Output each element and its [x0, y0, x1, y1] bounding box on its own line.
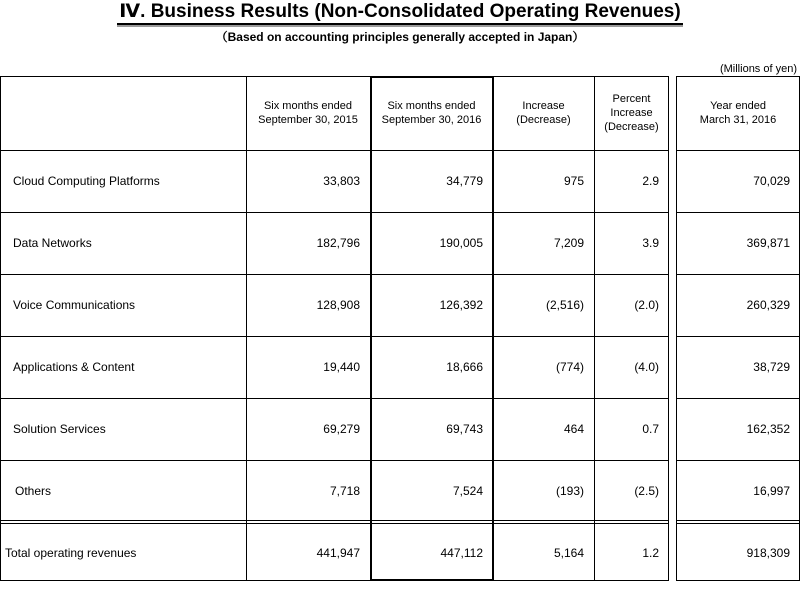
operating-revenues-table: [0, 76, 800, 581]
header-h2-line: Six months ended: [387, 100, 476, 112]
row-value-c1: 441,947: [316, 545, 360, 560]
row-label: Cloud Computing Platforms: [13, 174, 160, 188]
page-title-text: Ⅳ. Business Results (Non-Consolidated Operating Revenues): [117, 1, 682, 25]
header-h1: [246, 76, 370, 150]
row-value-c4: 0.7: [642, 422, 659, 436]
page-subtitle: （Based on accounting principles generally accepted in Japan）: [215, 30, 585, 44]
header-h5-line: Year ended: [710, 100, 766, 112]
header-h3-line: (Decrease): [516, 114, 571, 126]
header-h4: [594, 76, 669, 150]
units-note: (Millions of yen): [719, 63, 797, 75]
row-value-c5: 260,329: [746, 298, 790, 312]
header-h4-line: Increase: [610, 107, 653, 119]
header-h5-lines: [700, 99, 776, 127]
row-value-c1: 7,718: [329, 484, 360, 498]
row-value-c5: 918,309: [746, 545, 790, 560]
row-value-c2: 447,112: [440, 545, 483, 560]
row-value-c2: 34,779: [446, 174, 483, 188]
row-value-c3: 464: [563, 422, 584, 436]
row-value-c1: 69,279: [323, 422, 360, 436]
row-value-c3: 975: [563, 174, 584, 188]
row-value-c2: 69,743: [446, 422, 483, 436]
header-h2-lines: [382, 99, 482, 127]
header-h5-line: March 31, 2016: [699, 114, 777, 126]
row-label: Total operating revenues: [5, 545, 137, 560]
row-value-c5: 70,029: [753, 174, 790, 188]
row-label: Voice Communications: [13, 298, 136, 312]
row-value-c3: (774): [555, 360, 584, 374]
row-value-c1: 182,796: [316, 236, 360, 250]
header-h3-line: Increase: [522, 100, 565, 112]
row-value-c3: 7,209: [553, 236, 584, 250]
row-value-c5: 369,871: [746, 236, 790, 250]
row-label: Solution Services: [13, 422, 106, 436]
header-h4-line: (Decrease): [604, 121, 659, 133]
row-value-c1: 19,440: [323, 360, 360, 374]
row-value-c2: 126,392: [439, 298, 483, 312]
row-value-c5: 38,729: [753, 360, 790, 374]
row-value-c3: 5,164: [553, 545, 584, 560]
row-value-c2: 7,524: [452, 484, 483, 498]
row-value-c1: 128,908: [316, 298, 360, 312]
row-value-c1: 33,803: [323, 174, 360, 188]
row-value-c5: 162,352: [746, 422, 790, 436]
header-h1-line: September 30, 2015: [258, 114, 358, 126]
row-value-c2: 190,005: [439, 236, 483, 250]
row-value-c4: 1.2: [642, 545, 659, 560]
row-label: Applications & Content: [13, 360, 135, 374]
row-value-c4: 3.9: [642, 236, 659, 250]
row-value-c4: 2.9: [642, 174, 659, 188]
header-h2: [370, 76, 493, 150]
header-h2-line: September 30, 2016: [381, 114, 482, 126]
header-h3-lines: [516, 99, 570, 127]
header-h1-line: Six months ended: [263, 100, 353, 112]
page-title: [0, 1, 800, 25]
row-value-c4: (2.5): [634, 484, 659, 498]
row-value-c4: (4.0): [634, 360, 659, 374]
header-h4-line: Percent: [612, 93, 651, 105]
row-value-c3: (2,516): [545, 298, 584, 312]
row-value-c2: 18,666: [446, 360, 483, 374]
row-value-c4: (2.0): [634, 298, 659, 312]
row-label: Others: [15, 484, 52, 498]
header-h1-lines: [258, 99, 358, 127]
header-h5: [676, 76, 800, 150]
header-h4-lines: [604, 92, 658, 134]
row-value-c3: (193): [555, 484, 584, 498]
row-label: Data Networks: [13, 236, 92, 250]
row-value-c5: 16,997: [753, 484, 790, 498]
header-h3: [493, 76, 594, 150]
